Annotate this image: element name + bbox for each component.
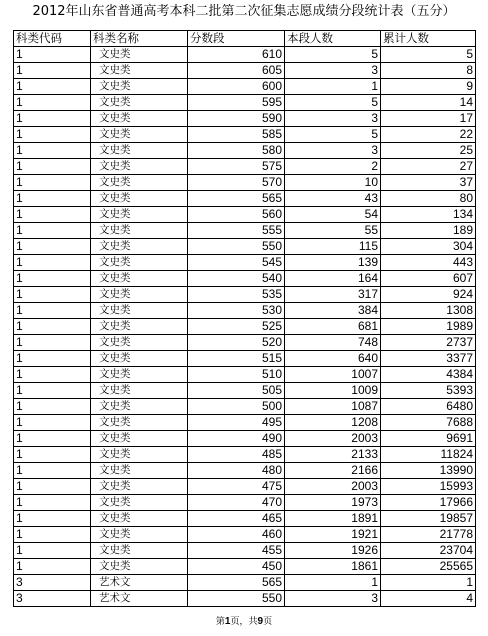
cell-score-band: 520 <box>188 335 285 351</box>
cell-cumulative-count: 3377 <box>381 351 476 367</box>
table-row <box>14 335 476 351</box>
cell-score-band: 450 <box>188 559 285 575</box>
cell-score-band: 455 <box>188 543 285 559</box>
cell-category-code: 3 <box>14 575 91 591</box>
cell-category-code: 1 <box>14 559 91 575</box>
cell-cumulative-count: 5393 <box>381 383 476 399</box>
cell-category-code: 1 <box>14 63 91 79</box>
cell-band-count: 1087 <box>285 399 381 415</box>
cell-score-band: 550 <box>188 239 285 255</box>
cell-category-name: 文史类 <box>91 367 188 383</box>
cell-band-count: 2 <box>285 159 381 175</box>
cell-category-name: 文史类 <box>91 399 188 415</box>
cell-category-name: 文史类 <box>91 383 188 399</box>
cell-category-code: 1 <box>14 335 91 351</box>
table-body <box>14 47 476 607</box>
cell-category-name: 文史类 <box>91 95 188 111</box>
cell-category-name: 文史类 <box>91 431 188 447</box>
table-row <box>14 463 476 479</box>
cell-score-band: 530 <box>188 303 285 319</box>
cell-category-name: 文史类 <box>91 511 188 527</box>
cell-cumulative-count: 22 <box>381 127 476 143</box>
cell-cumulative-count: 4 <box>381 591 476 607</box>
page-footer <box>0 616 488 628</box>
cell-cumulative-count: 607 <box>381 271 476 287</box>
cell-band-count: 10 <box>285 175 381 191</box>
cell-category-code: 1 <box>14 479 91 495</box>
cell-category-code: 1 <box>14 431 91 447</box>
cell-score-band: 545 <box>188 255 285 271</box>
table-row <box>14 175 476 191</box>
cell-band-count: 2133 <box>285 447 381 463</box>
cell-cumulative-count: 304 <box>381 239 476 255</box>
table-row <box>14 351 476 367</box>
cell-score-band: 605 <box>188 63 285 79</box>
cell-cumulative-count: 37 <box>381 175 476 191</box>
cell-score-band: 505 <box>188 383 285 399</box>
cell-band-count: 1 <box>285 575 381 591</box>
cell-band-count: 5 <box>285 95 381 111</box>
cell-category-name: 文史类 <box>91 335 188 351</box>
table-row <box>14 383 476 399</box>
cell-cumulative-count: 7688 <box>381 415 476 431</box>
table-row <box>14 223 476 239</box>
cell-band-count: 3 <box>285 63 381 79</box>
cell-band-count: 2003 <box>285 479 381 495</box>
cell-score-band: 465 <box>188 511 285 527</box>
footer-suffix: 页 <box>263 617 273 627</box>
cell-category-name: 文史类 <box>91 79 188 95</box>
cell-band-count: 2166 <box>285 463 381 479</box>
cell-category-name: 文史类 <box>91 159 188 175</box>
cell-category-name: 文史类 <box>91 463 188 479</box>
table-row <box>14 415 476 431</box>
cell-cumulative-count: 17966 <box>381 495 476 511</box>
cell-category-name: 文史类 <box>91 271 188 287</box>
cell-score-band: 570 <box>188 175 285 191</box>
table-row <box>14 559 476 575</box>
cell-category-name: 文史类 <box>91 255 188 271</box>
cell-cumulative-count: 924 <box>381 287 476 303</box>
cell-category-code: 1 <box>14 287 91 303</box>
cell-band-count: 164 <box>285 271 381 287</box>
cell-category-code: 1 <box>14 399 91 415</box>
table-row <box>14 111 476 127</box>
cell-cumulative-count: 13990 <box>381 463 476 479</box>
cell-category-code: 1 <box>14 351 91 367</box>
cell-cumulative-count: 19857 <box>381 511 476 527</box>
table-row <box>14 159 476 175</box>
cell-score-band: 490 <box>188 431 285 447</box>
cell-category-code: 1 <box>14 175 91 191</box>
cell-category-code: 1 <box>14 415 91 431</box>
cell-category-code: 1 <box>14 383 91 399</box>
cell-band-count: 1926 <box>285 543 381 559</box>
cell-category-name: 文史类 <box>91 479 188 495</box>
cell-score-band: 565 <box>188 575 285 591</box>
cell-band-count: 3 <box>285 591 381 607</box>
cell-score-band: 600 <box>188 79 285 95</box>
cell-category-name: 文史类 <box>91 191 188 207</box>
cell-band-count: 1973 <box>285 495 381 511</box>
cell-cumulative-count: 11824 <box>381 447 476 463</box>
cell-score-band: 475 <box>188 479 285 495</box>
cell-category-name: 文史类 <box>91 47 188 63</box>
cell-category-name: 文史类 <box>91 495 188 511</box>
table-row <box>14 447 476 463</box>
cell-band-count: 1921 <box>285 527 381 543</box>
cell-band-count: 1208 <box>285 415 381 431</box>
cell-category-code: 1 <box>14 303 91 319</box>
cell-band-count: 5 <box>285 47 381 63</box>
cell-cumulative-count: 21778 <box>381 527 476 543</box>
cell-band-count: 115 <box>285 239 381 255</box>
cell-category-name: 艺术文 <box>91 575 188 591</box>
cell-band-count: 55 <box>285 223 381 239</box>
table-row <box>14 527 476 543</box>
cell-score-band: 575 <box>188 159 285 175</box>
table-row <box>14 303 476 319</box>
cell-category-code: 1 <box>14 191 91 207</box>
cell-score-band: 560 <box>188 207 285 223</box>
cell-band-count: 640 <box>285 351 381 367</box>
cell-category-code: 1 <box>14 527 91 543</box>
cell-category-code: 1 <box>14 223 91 239</box>
cell-category-code: 1 <box>14 95 91 111</box>
cell-cumulative-count: 15993 <box>381 479 476 495</box>
table-row <box>14 367 476 383</box>
cell-category-code: 1 <box>14 367 91 383</box>
cell-cumulative-count: 189 <box>381 223 476 239</box>
cell-category-name: 文史类 <box>91 239 188 255</box>
cell-band-count: 1891 <box>285 511 381 527</box>
cell-category-name: 文史类 <box>91 351 188 367</box>
cell-cumulative-count: 1 <box>381 575 476 591</box>
cell-category-code: 1 <box>14 463 91 479</box>
table-row <box>14 63 476 79</box>
cell-score-band: 510 <box>188 367 285 383</box>
footer-prefix: 第 <box>215 617 225 627</box>
cell-score-band: 590 <box>188 111 285 127</box>
cell-category-name: 文史类 <box>91 207 188 223</box>
header-score-band: 分数段 <box>188 31 285 47</box>
cell-band-count: 1 <box>285 79 381 95</box>
cell-cumulative-count: 2737 <box>381 335 476 351</box>
cell-category-name: 文史类 <box>91 303 188 319</box>
cell-score-band: 610 <box>188 47 285 63</box>
cell-cumulative-count: 6480 <box>381 399 476 415</box>
cell-category-name: 文史类 <box>91 111 188 127</box>
cell-score-band: 480 <box>188 463 285 479</box>
cell-score-band: 495 <box>188 415 285 431</box>
header-category-code: 科类代码 <box>14 31 91 47</box>
cell-category-name: 文史类 <box>91 287 188 303</box>
header-cumulative-count: 累计人数 <box>381 31 476 47</box>
cell-cumulative-count: 9 <box>381 79 476 95</box>
cell-cumulative-count: 25 <box>381 143 476 159</box>
table-row <box>14 191 476 207</box>
cell-category-code: 1 <box>14 239 91 255</box>
table-row <box>14 239 476 255</box>
cell-category-name: 文史类 <box>91 223 188 239</box>
cell-band-count: 317 <box>285 287 381 303</box>
cell-band-count: 54 <box>285 207 381 223</box>
cell-category-code: 1 <box>14 127 91 143</box>
cell-score-band: 460 <box>188 527 285 543</box>
table-row <box>14 495 476 511</box>
cell-band-count: 748 <box>285 335 381 351</box>
cell-category-name: 文史类 <box>91 543 188 559</box>
cell-score-band: 485 <box>188 447 285 463</box>
footer-page-number: 1 <box>224 616 231 627</box>
cell-category-code: 1 <box>14 543 91 559</box>
cell-category-name: 文史类 <box>91 127 188 143</box>
cell-category-name: 文史类 <box>91 559 188 575</box>
cell-score-band: 585 <box>188 127 285 143</box>
cell-cumulative-count: 1308 <box>381 303 476 319</box>
cell-cumulative-count: 1989 <box>381 319 476 335</box>
table-row <box>14 287 476 303</box>
cell-category-name: 文史类 <box>91 319 188 335</box>
cell-cumulative-count: 4384 <box>381 367 476 383</box>
cell-cumulative-count: 14 <box>381 95 476 111</box>
cell-score-band: 580 <box>188 143 285 159</box>
footer-total-pages: 9 <box>257 616 264 627</box>
cell-category-name: 文史类 <box>91 415 188 431</box>
footer-middle: 页，共 <box>230 617 258 627</box>
cell-band-count: 681 <box>285 319 381 335</box>
cell-band-count: 2003 <box>285 431 381 447</box>
cell-category-code: 1 <box>14 271 91 287</box>
cell-category-code: 1 <box>14 319 91 335</box>
table-row <box>14 431 476 447</box>
table-row <box>14 479 476 495</box>
table-row <box>14 207 476 223</box>
cell-score-band: 500 <box>188 399 285 415</box>
cell-band-count: 5 <box>285 127 381 143</box>
table-row <box>14 543 476 559</box>
cell-score-band: 595 <box>188 95 285 111</box>
cell-category-code: 1 <box>14 143 91 159</box>
cell-category-name: 艺术文 <box>91 591 188 607</box>
cell-category-code: 1 <box>14 207 91 223</box>
cell-category-name: 文史类 <box>91 447 188 463</box>
cell-cumulative-count: 17 <box>381 111 476 127</box>
cell-score-band: 515 <box>188 351 285 367</box>
cell-cumulative-count: 80 <box>381 191 476 207</box>
cell-band-count: 1007 <box>285 367 381 383</box>
table-row <box>14 591 476 607</box>
cell-band-count: 43 <box>285 191 381 207</box>
cell-cumulative-count: 9691 <box>381 431 476 447</box>
cell-band-count: 139 <box>285 255 381 271</box>
cell-score-band: 535 <box>188 287 285 303</box>
cell-band-count: 1861 <box>285 559 381 575</box>
cell-category-code: 1 <box>14 159 91 175</box>
cell-category-code: 1 <box>14 495 91 511</box>
cell-category-code: 1 <box>14 511 91 527</box>
score-table <box>13 30 476 607</box>
cell-category-code: 1 <box>14 111 91 127</box>
cell-category-name: 文史类 <box>91 527 188 543</box>
header-band-count: 本段人数 <box>285 31 381 47</box>
cell-category-code: 1 <box>14 47 91 63</box>
cell-score-band: 540 <box>188 271 285 287</box>
table-row <box>14 399 476 415</box>
table-row <box>14 255 476 271</box>
table-row <box>14 47 476 63</box>
cell-cumulative-count: 5 <box>381 47 476 63</box>
cell-category-code: 3 <box>14 591 91 607</box>
cell-score-band: 550 <box>188 591 285 607</box>
cell-score-band: 555 <box>188 223 285 239</box>
cell-band-count: 384 <box>285 303 381 319</box>
cell-category-code: 1 <box>14 79 91 95</box>
cell-category-name: 文史类 <box>91 175 188 191</box>
table-row <box>14 143 476 159</box>
table-row <box>14 79 476 95</box>
table-row <box>14 575 476 591</box>
cell-cumulative-count: 25565 <box>381 559 476 575</box>
cell-cumulative-count: 27 <box>381 159 476 175</box>
cell-category-code: 1 <box>14 447 91 463</box>
table-row <box>14 271 476 287</box>
cell-score-band: 470 <box>188 495 285 511</box>
cell-band-count: 3 <box>285 143 381 159</box>
cell-cumulative-count: 8 <box>381 63 476 79</box>
cell-band-count: 1009 <box>285 383 381 399</box>
cell-score-band: 525 <box>188 319 285 335</box>
table-row <box>14 127 476 143</box>
table-row <box>14 95 476 111</box>
cell-band-count: 3 <box>285 111 381 127</box>
cell-cumulative-count: 443 <box>381 255 476 271</box>
table-header-row <box>14 31 476 47</box>
table-row <box>14 319 476 335</box>
cell-cumulative-count: 23704 <box>381 543 476 559</box>
header-category-name: 科类名称 <box>91 31 188 47</box>
cell-score-band: 565 <box>188 191 285 207</box>
cell-category-name: 文史类 <box>91 63 188 79</box>
cell-category-code: 1 <box>14 255 91 271</box>
cell-category-name: 文史类 <box>91 143 188 159</box>
cell-cumulative-count: 134 <box>381 207 476 223</box>
page-title: 2012年山东省普通高考本科二批第二次征集志愿成绩分段统计表（五分） <box>32 4 456 19</box>
table-row <box>14 511 476 527</box>
